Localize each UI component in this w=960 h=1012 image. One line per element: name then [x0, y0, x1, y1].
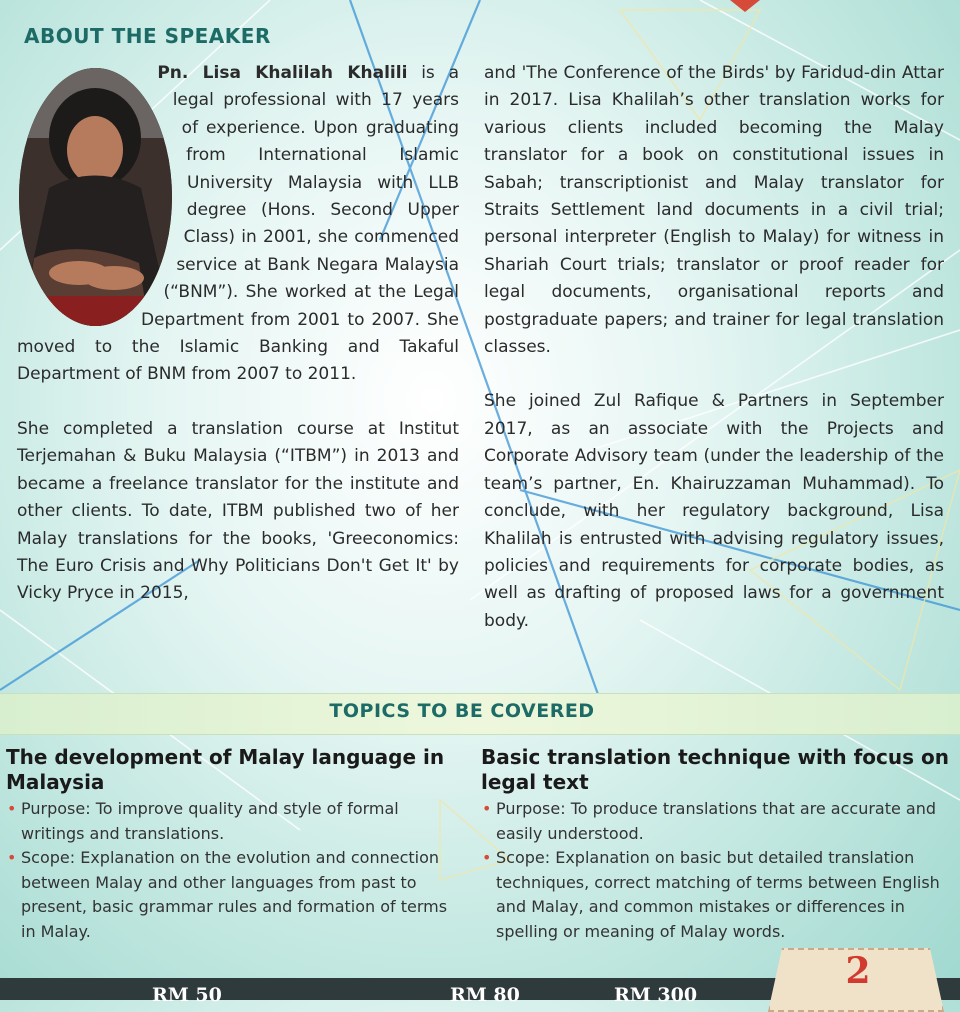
bullet-icon: • [482, 799, 492, 818]
price-3: RM 300 [614, 984, 698, 1006]
bio-right-column [484, 60, 944, 662]
bullet-icon: • [7, 848, 17, 867]
price-2: RM 80 [450, 984, 520, 1006]
topics-title: TOPICS TO BE COVERED [329, 700, 595, 722]
topic-left-purpose: Purpose: To improve quality and style of formal writings and translations. [21, 799, 399, 843]
bullet-icon: • [7, 799, 17, 818]
bio-paragraph-3: and 'The Conference of the Birds' by Faridud-din Attar in 2017. Lisa Khalilah’s other translation works for various clients included becoming the Malay translator for a book on constitutional issues in Sabah; transcriptionist and Malay translator for Straits Settlement land documents in a civil trial; personal interpreter (English to Malay) for witness in Shariah Court trials; translator or proof reader for legal documents, organisational reports and postgraduate papers; and trainer for legal translation classes. [484, 63, 944, 358]
list-item [481, 846, 951, 944]
bio-paragraph-1 [17, 60, 459, 389]
topic-right-heading: Basic translation technique with focus on legal text [481, 745, 949, 794]
topic-left-heading: The development of Malay language in Malaysia [6, 745, 445, 794]
topic-right [481, 745, 951, 944]
list-item [481, 797, 951, 846]
list-item [6, 797, 456, 846]
speaker-name: Pn. Lisa Khalilah Khalili [157, 63, 408, 83]
section-title-about-speaker: ABOUT THE SPEAKER [24, 24, 271, 48]
topic-right-purpose: Purpose: To produce translations that are accurate and easily understood. [496, 799, 937, 843]
bio-paragraph-2: She completed a translation course at Institut Terjemahan & Buku Malaysia (“ITBM”) in 2013 and became a freelance translator for the institute and other clients. To date, ITBM published two of her Malay translations for the books, 'Greeconomics: The Euro Crisis and Why Politicians Don't Get It' by Vicky Pryce in 2015, [17, 418, 459, 604]
price-1: RM 50 [152, 984, 222, 1006]
bullet-icon: • [482, 848, 492, 867]
bio-paragraph-4: She joined Zul Rafique & Partners in September 2017, as an associate with the Projects and Corporate Advisory team (under the leadership of the team’s partner, En. Khairuzzaman Muhammad). To conclude, with her regulatory background, Lisa Khalilah is entrusted with advising regulatory issues, policies and requirements for corporate bodies, as well as drafting of proposed laws for a government body. [484, 391, 944, 631]
topic-left-scope: Scope: Explanation on the evolution and connection between Malay and other languages from past to present, basic grammar rules and formation of terms in Malay. [21, 848, 448, 941]
topic-left [6, 745, 456, 944]
topic-right-scope: Scope: Explanation on basic but detailed translation techniques, correct matching of terms between English and Malay, and common mistakes or differences in spelling or meaning of Malay words. [496, 848, 940, 941]
topic-right-list [481, 797, 951, 944]
list-item [6, 846, 456, 944]
bio-left-column [17, 60, 459, 635]
page-number: 2 [845, 950, 871, 992]
topic-left-list [6, 797, 456, 944]
bio-paragraph-1-text: is a legal professional with 17 years of experience. Upon graduating from International Islamic University Malaysia with LLB degree (Hons. Second Upper Class) in 2001, she commenced service at Bank Negara Malaysia (“BNM”). She worked at the Legal Department from 2001 to 2007. She moved to the Islamic Banking and Takaful Department of BNM from 2007 to 2011. [17, 63, 459, 385]
